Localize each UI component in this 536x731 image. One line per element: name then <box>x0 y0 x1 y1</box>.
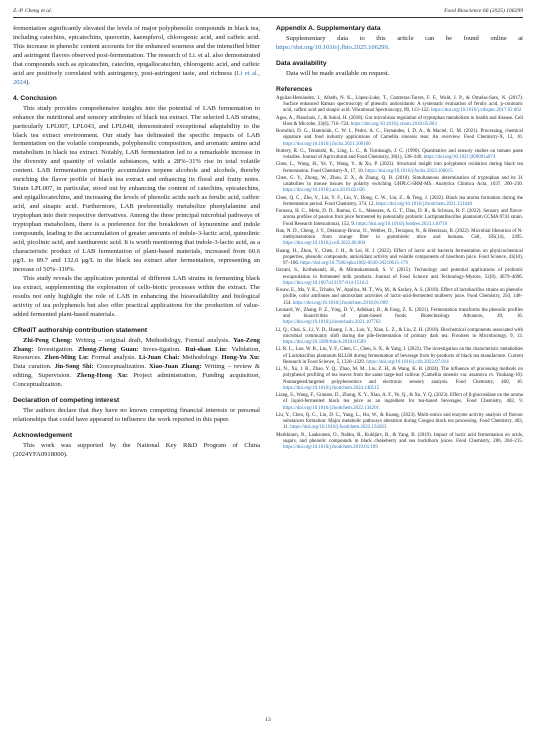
left-column <box>13 25 260 460</box>
credit-author-role: Validation, Resources. <box>13 345 260 362</box>
intro-citation-link[interactable]: Li et al., 2024 <box>13 69 260 86</box>
reference-doi-link[interactable]: https://doi.org/10.1016/j.chom.2018.05.003 <box>350 121 437 127</box>
data-availability-text: Data will be made available on request. <box>286 69 390 77</box>
acknowledgement-heading: Acknowledgement <box>13 432 73 440</box>
reference-doi-link[interactable]: https://doi.org/10.7506/spkx1002-6630-20210615-179 <box>300 261 408 267</box>
credit-author-role: Inves-tigation. <box>138 345 186 353</box>
reference-doi-link[interactable]: https://doi.org/10.1016/j.foodchem.2019.01.189 <box>283 445 378 451</box>
credit-author-role: Formal analysis. <box>88 354 139 362</box>
reference-item <box>276 229 523 248</box>
credit-author-name: Xiao-Juan Zhang: <box>149 363 202 371</box>
acknowledgement-text: This work was supported by the National Key R&D Program of China (2024YFA0918000). <box>13 442 260 459</box>
reference-text: Li, N., Xu, J. R., Zhao, Y. Q., Zhao, M. M., Liu, Z. H., & Wang, K. B. (2024). The influence of processing methods on polyphenol profiling of tea leaves from the same large-leaf cultivar (Camellia sinensis var. assamica cv. Yunkang-10): Nontargeted/targeted polyphenomics and electronic sensory analysis. Food Chemistry, 460, 16. <box>276 367 523 385</box>
references-heading: References <box>276 85 313 93</box>
reference-item <box>276 308 523 327</box>
running-header-journal: Food Bioscience 66 (2025) 106299 <box>444 8 523 14</box>
reference-item <box>276 209 523 228</box>
credit-author-name: Zhong-Zheng Guan: <box>78 345 139 353</box>
intro-paragraph <box>13 25 260 88</box>
credit-author-name: Zhen-Ming Lu: <box>44 354 89 362</box>
reference-list <box>276 96 523 452</box>
reference-text: Fonseca, H. C., Melo, D. D., Ramos, C. L., Menezes, A. G. T., Dias, D. R., & Schwan, R. F. (2022). Sensory and flavor-aroma profiles of passion fruit juice fermented by potentially probiotic Lactiplantibacillus plantarum CCMA 0743 strain. Food Research International, 152, 9. <box>276 209 523 227</box>
intro-text: fermentation significantly elevated the levels of major polyphenolic compounds in black tea, including catechins, epicatechins, quercetin, kaempferol, chlorogenic acid, and caffeic acid. This increase in phenolic content accounts for the enhanced sourness and the intensified bitter and astringent flavors observed post-fermentation. The research of Li. et al. also demonstrated that compounds such as epicatechin, catechin, epigallocatechin, chlorogenic acid, and caffeic acid are positively correlated with astringency, post-astringent taste, and richness ( <box>13 25 260 77</box>
reference-text: Li, Q., Chai, S., Li, Y. D., Huang, J. A., Luo, Y., Xiao, L. Z., & Liu, Z. H. (2018). Biochemical components associated with microbial community shift during the pile-fermentation of primary dark tea. Frontiers in Microbiology, 9, 13. <box>276 327 523 339</box>
reference-text: Kwaw, E., Ma, Y. K., Tchabo, W., Apaliya, M. T., Wu, M., & Sackey, A. S. (2018). Effect of lactobacillus strains on phenolic profile, color attributes and antioxidant activities of lactic-acid-fermented mulberry juice. Food Chemistry, 250, 148–154. <box>276 288 523 306</box>
header-rule <box>13 17 523 18</box>
reference-item <box>276 268 523 287</box>
reference-item <box>276 129 523 148</box>
reference-item <box>276 149 523 162</box>
reference-doi-link[interactable]: https://doi.org/10.1021/jf00091a074 <box>423 155 496 161</box>
reference-text: Bortolini, D. G., Haminiuk, C. W. I., Pedro, A. C., Fernandes, I. D. A., & Maciel, G. M. (2021). Processing, chemical signature and food industry applications of Camellia sinensis teas: An overview. Food Chemistry-X, 12, 10. <box>276 129 523 141</box>
reference-text: Aguilar-Hernández, I., Afseth, N. K., López-Luke, T., Contreras-Torres, F. F., Wold, J. P., & Ornelas-Soto, N. (2017). Surface enhanced Raman spectroscopy of phenolic antioxidants: A systematic evaluation of ferulic acid, p-coumaric acid, caffeic acid and sinapic acid. Vibrational Spectroscopy, 89, 113–122. <box>276 95 523 114</box>
credit-author-name: Hong-Yu Xu: <box>221 354 260 362</box>
reference-doi-link[interactable]: https://doi.org/10.1016/j.cell.2022.06.004 <box>283 241 366 247</box>
reference-doi-link[interactable]: https://doi.org/10.1016/j.foodchem.2021.131640 <box>375 201 472 207</box>
reference-doi-link[interactable]: https://doi.org/10.1016/j.foodchem.2018.01.009 <box>292 300 388 306</box>
appendix-lead: Supplementary data to this article can be found online at <box>286 35 523 42</box>
data-availability-heading: Data availability <box>276 59 327 67</box>
reference-doi-link[interactable]: https://doi.org/10.1016/j.foodchem.2022.134263 <box>290 425 387 431</box>
credit-author-name: Jin-Song Shi: <box>54 363 94 371</box>
reference-doi-link[interactable]: https://doi.org/10.1016/j.vibspec.2017.02.002 <box>431 108 522 114</box>
credit-heading: CRediT authorship contribution statement <box>13 326 148 334</box>
appendix-text <box>276 35 523 53</box>
reference-item <box>276 288 523 307</box>
reference-item <box>276 328 523 347</box>
reference-doi-link[interactable]: https://doi.org/10.3389/fmicb.2018.01509 <box>283 340 366 346</box>
supplementary-data-link[interactable]: https://doi.org/10.1016/j.fbio.2025.106299 <box>276 43 388 51</box>
reference-doi-link[interactable]: https://doi.org/10.1016/j.fochx.2023.100615 <box>365 168 453 174</box>
reference-doi-link[interactable]: https://doi.org/10.1016/j.crfs.2022.07.014 <box>366 359 449 365</box>
reference-text: Han, N. D., Cheng, J. Y., Delannoy-Bruno, O., Webber, D., Terrapon, N., & Henrissat, B. (2022). Microbial liberation of N-methylserotonin from orange fiber in gnotobiotic mice and humans. Cell, 185(14), 2495. <box>276 228 523 241</box>
credit-author-name: Rui-shan Liu: <box>185 345 228 353</box>
credit-author-role: Data curation. <box>13 363 55 371</box>
reference-item <box>276 196 523 209</box>
reference-doi-link[interactable]: https://doi.org/10.1016/j.foodchem.2022.134201 <box>283 405 380 411</box>
appendix-end: . <box>387 43 390 51</box>
reference-text: Leonard, W., Zhang, P. Z., Ying, D. Y., Adhikari, B., & Fang, Z. X. (2021). Fermentation transforms the phenolic profiles and bioactivities of plant-based foods. Biotechnology Advances, 49, 16. <box>276 307 523 320</box>
reference-text: Liang, S., Wang, F., Granato, D., Zhong, X. Y., Xiao, A. F., Ye, Q., & Xu, Y. Q. (2023). Effect of β-glucosidase on the aroma of liquid-fermented black tea juice as an ingredient for tea-based beverages. Food Chemistry, 402, 9. <box>276 393 523 405</box>
running-header-authors: Z.-P. Cheng et al. <box>13 8 53 14</box>
credit-author-name: Li-Juan Chai: <box>138 354 180 362</box>
reference-doi-link[interactable]: https://doi.org/10.1016/j.fochx.2021.100160 <box>283 141 371 147</box>
reference-text: Agus, A., Planchais, J., & Sokol, H. (2018). Gut microbiota regulation of tryptophan metabolism in health and disease. Cell Host & Microbe, 23(6), 716–724. <box>276 115 523 127</box>
credit-author-role: Writing – review & editing, Supervision. <box>13 363 260 380</box>
competing-interest-heading: Declaration of competing interest <box>13 397 120 405</box>
competing-interest-text: The authors declare that they have no known competing financial interests or personal relationships that could have appeared to influence the work reported in this paper. <box>13 407 260 424</box>
conclusion-heading: 4. Conclusion <box>13 94 57 102</box>
reference-item <box>276 116 523 129</box>
reference-doi-link[interactable]: https://doi.org/10.1016/j.biotechadv.2021.107763 <box>283 320 381 326</box>
reference-item <box>276 433 523 452</box>
credit-statement <box>13 337 260 391</box>
reference-text: Chen, Q. C., Zhu, Y., Liu, Y. F., Liu, Y., Dong, C. W., Lin, Z., & Teng, J. (2022). Black tea aroma formation during the fermentation period. Food Chemistry, 374, 12. <box>276 195 523 207</box>
reference-item <box>276 413 523 432</box>
reference-text: Liu, Y., Chen, Q. C., Liu, D. C., Yang, L., Hu, W., & Kuang, (2023). Multi-omics and enzyme activity analysis of flavour substances formation: Major metabolic pathways alteration during Congou black tea processing. Food Chemistry, 403, 11. <box>276 412 523 431</box>
reference-item <box>276 162 523 175</box>
credit-author-role: Conceptualization. <box>93 363 150 371</box>
reference-text: Li, R. L., Luo, W. B., Liu, Y. F., Chen, C., Chen, S. X., & Yang, J. (2022). The investigation on the characteristic metabolites of Lactobacillus plantarum RLL68 during fermentation of beverage from by-products of black tea manufacture. Current Research in Food Science, 5, 1320–1329. <box>276 347 523 365</box>
reference-text: Chen, L., Wang, H., Ye, Y., Wang, Y., & Xu, P. (2023). Structural insight into polyphenol oxidation during black tea fermentation. Food Chemistry-X, 17, 10. <box>276 162 523 174</box>
reference-item <box>276 393 523 412</box>
conclusion-paragraph-1: This study provides comprehensive insights into the potential of LAB fermentation to enhance the nutritional and sensory attributes of black tea extract. The selected LAB strains, particularly LPL007, LPL043, and LPL048, demonstrated exceptional adaptability to the black tea extract environment. Our study has delineated the specific impacts of LAB fermentation on the volatile compounds, polyphenolic composition, and aromatic amino acid metabolism in black tea extract. Notably, LAB fermentation led to a remarkable increase in the diversity and quantity of volatile substances, with a 28%–31% rise in total volatile content. LAB fermentation primarily accumulates terpene alcohols and alcohols, thereby enriching the flavor profile of black tea extract and enhancing its floral and fruity notes. Strain LPL007, in particular, stood out by enhancing the content of catechins, epicatechins, and epigallocatechins, and increasing the levels of phenolic acids such as ferulic acid, caffeic acid, and sinapic acid. Furthermore, LAB preferentially metabolize phenylalanine and tryptophan into their respective derivatives. Among the three principal microbial pathways of tryptophan metabolism, there is a preference for the breakdown of kynurenine and indole compounds, leading to the accumulation of greater amounts of indole-3-lactic acid, quinolinic acid, picolinic acid, and xanthurenic acid. It is worth mentioning that indole-3-lactic acid, as a characteristic product of LAB fermentation of plant-based materials, increased from 60.6 μg/L to 89.7 and 132.6 μg/L in the black tea extract after fermentation, representing an increase of 50%–119%. <box>13 104 260 273</box>
reference-item <box>276 96 523 115</box>
credit-author-role: Project administration, Funding acquisition, Conceptualization. <box>13 372 260 389</box>
reference-item <box>276 176 523 195</box>
page-number: 13 <box>265 717 271 723</box>
credit-author-name: Zheng-Hong Xu: <box>76 372 128 380</box>
reference-text: Chen, G. Y., Zhong, W., Zhou, Z. X., & Zhang, Q. B. (2018). Simultaneous determination of tryptophan and its 31 catabolites in mouse tissues by polarity switching UHPLC-SRM-MS. Analytica Chimica Acta, 1037, 200–210. <box>276 175 523 188</box>
reference-doi-link[interactable]: https://doi.org/10.1016/j.foodchem.2024.140515 <box>283 385 380 391</box>
reference-item <box>276 367 523 392</box>
reference-text: Huang, H., Zhou, Y., Chen, J. H., & Lei, H. J. (2022). Effect of lactic acid bacteria fermentation on physicochemical properties, phenolic compounds, antioxidant activity and volatile components of hawthorn juice. Food Science, 43(10), 97–106. <box>276 248 523 267</box>
credit-author-role: Writing – original draft, Methodology, Formal analysis. <box>72 336 234 344</box>
credit-author-role: Investigation. <box>33 345 79 353</box>
credit-author-name: Zhi-Peng Cheng: <box>23 336 73 344</box>
reference-item <box>276 347 523 366</box>
reference-item <box>276 249 523 268</box>
reference-doi-link[interactable]: https://doi.org/10.1007/s13197-014-1516-2 <box>283 280 369 286</box>
reference-doi-link[interactable]: https://doi.org/10.1016/j.aca.2018.02.026 <box>283 188 365 194</box>
reference-text: Markkinen, N., Laaksonen, O., Nahku, R., Kuldjärv, R., & Yang, B. (2019). Impact of lactic acid fermentation on acids, sugars, and phenolic compounds in black chokeberry and sea buckthorn juices. Food Chemistry, 286, 204–215. <box>276 432 523 444</box>
credit-author-name: Yao-Zeng Zhang: <box>13 336 260 353</box>
reference-text: Iravani, S., Korbekandi, H., & Mirmohammadi, S. V. (2015). Technology and potential applications of probiotic encapsulation in fermented milk products. Journal of Food Science and Technology-Mysore, 52(8), 4679–4696. <box>276 268 523 280</box>
reference-text: Buttery, R. G., Teranishi, R., Ling, L. C., & Turnbaugh, J. G. (1990). Quantitative and sensory studies on tomato paste volatiles. Journal of Agricultural and Food Chemistry, 38(1), 336–340. <box>276 148 523 161</box>
credit-author-role: Methodology. <box>179 354 222 362</box>
appendix-heading: Appendix A. Supplementary data <box>276 25 381 32</box>
reference-doi-link[interactable]: https://doi.org/10.1016/j.foodres.2021.110710 <box>356 221 448 227</box>
conclusion-paragraph-2: This study reveals the application potential of different LAB strains in fermenting black tea extract, supplementing the exploration of cello-biotic processes within the extract. The results not only highlight the role of LAB in enhancing the bioavailability and biological activity of tea polyphenols but also offer practical applications for the production of value-added fermented plant-based materials. <box>13 274 260 318</box>
intro-end: ). <box>26 78 30 86</box>
right-column <box>276 25 523 452</box>
